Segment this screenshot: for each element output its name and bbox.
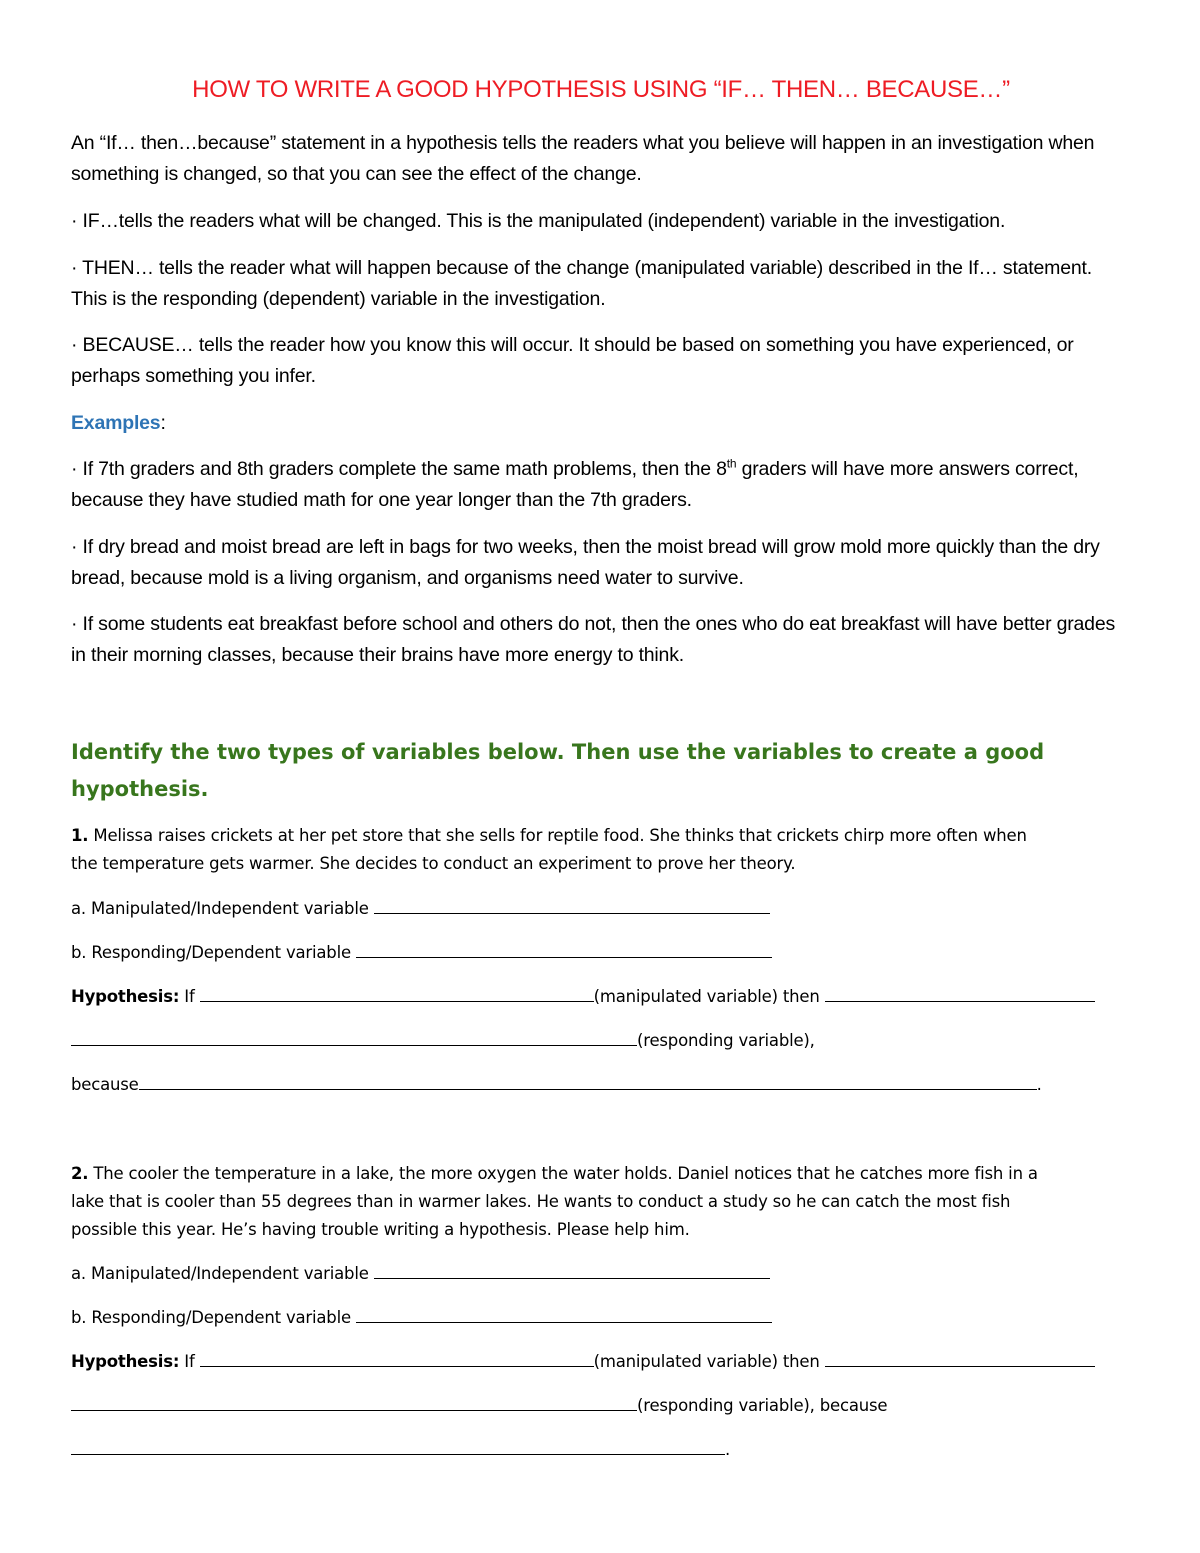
q1-responding-row [71, 939, 1131, 967]
example-2: · If dry bread and moist bread are left in bags for two weeks, then the moist bread will grow mold more quickly than the dry bread, because mold is a living organism, and organisms need water to survive. [71, 536, 1100, 589]
because-explanation: · BECAUSE… tells the reader how you know this will occur. It should be based on something you have experienced, or perhaps something you infer. [71, 334, 1074, 387]
q1-responding-paren: (responding variable), [637, 1031, 815, 1050]
question-1-line-2: the temperature gets warmer. She decides to conduct an experiment to prove her theory. [71, 854, 796, 873]
example-1 [71, 454, 1131, 516]
q1-if-blank[interactable] [200, 983, 594, 1002]
q2-then-blank[interactable] [825, 1348, 1095, 1367]
q1-manipulated-row [71, 895, 1131, 923]
q2-responding-line [71, 1392, 1131, 1420]
q2-period: . [725, 1440, 731, 1459]
q2-manipulated-blank[interactable] [374, 1260, 770, 1279]
intro-paragraph: An “If… then…because” statement in a hypothesis tells the readers what you believe will happen in an investigation when something is changed, so that you can see the effect of the change. [71, 132, 1095, 185]
example-1-part1: · If 7th graders and 8th graders complete the same math problems, then the 8 [71, 458, 727, 480]
example-1-part2: graders will have more answers correct, because they have studied math for one year longer than the 7th graders. [71, 458, 1079, 511]
q1-manipulated-label: a. Manipulated/Independent variable [71, 899, 374, 918]
q2-responding-label: b. Responding/Dependent variable [71, 1308, 356, 1327]
q2-responding-row [71, 1304, 1131, 1332]
q1-responding-label: b. Responding/Dependent variable [71, 943, 356, 962]
q1-responding-blank[interactable] [356, 939, 772, 958]
q2-if-blank[interactable] [200, 1348, 594, 1367]
q1-then-blank[interactable] [825, 983, 1095, 1002]
question-1-line-1 [71, 822, 1131, 850]
q1-hypothesis-row [71, 983, 1131, 1011]
example-1-superscript: th [726, 456, 737, 471]
examples-label: Examples [71, 412, 161, 434]
q2-responding-blank[interactable] [356, 1304, 772, 1323]
q1-responding-line [71, 1027, 1131, 1055]
question-2-line-3: possible this year. He’s having trouble writing a hypothesis. Please help him. [71, 1220, 690, 1239]
q2-manipulated-label: a. Manipulated/Independent variable [71, 1264, 374, 1283]
question-1-text-1: Melissa raises crickets at her pet store that she sells for reptile food. She thinks that crickets chirp more often when [88, 826, 1027, 845]
q1-manipulated-blank[interactable] [374, 895, 770, 914]
question-2-text-1: The cooler the temperature in a lake, the more oxygen the water holds. Daniel notices that he catches more fish in a [88, 1164, 1038, 1183]
example-3: · If some students eat breakfast before school and others do not, then the ones who do eat breakfast will have better grades in their morning classes, because their brains have more energy to think. [71, 613, 1116, 666]
examples-colon: : [160, 412, 166, 434]
q1-period: . [1036, 1075, 1042, 1094]
question-2-line-1 [71, 1160, 1131, 1188]
question-1-number: 1. [71, 826, 89, 845]
q2-because-blank[interactable] [71, 1436, 725, 1455]
q1-responding-result-blank[interactable] [71, 1027, 637, 1046]
q2-responding-paren: (responding variable), because [637, 1396, 888, 1415]
examples-heading [71, 408, 1131, 439]
q2-hypothesis-label: Hypothesis: [71, 1352, 180, 1371]
q2-responding-result-blank[interactable] [71, 1392, 637, 1411]
then-explanation: · THEN… tells the reader what will happen because of the change (manipulated variable) described in the If… statement. This is the responding (dependent) variable in the investigation. [71, 257, 1092, 310]
q2-because-line [71, 1436, 1131, 1464]
q2-if-word: If [179, 1352, 200, 1371]
exercise-heading: Identify the two types of variables below. Then use the variables to create a good hypothesis. [71, 740, 1045, 801]
q1-because-word: because [71, 1075, 139, 1094]
if-explanation: · IF…tells the readers what will be changed. This is the manipulated (independent) variable in the investigation. [71, 210, 1006, 232]
q1-hypothesis-label: Hypothesis: [71, 987, 180, 1006]
question-2-line-2: lake that is cooler than 55 degrees than in warmer lakes. He wants to conduct a study so he can catch the most fish [71, 1192, 1011, 1211]
q2-manipulated-row [71, 1260, 1131, 1288]
q1-if-word: If [179, 987, 200, 1006]
q1-manipulated-paren: (manipulated variable) then [593, 987, 825, 1006]
q1-because-line [71, 1071, 1131, 1099]
q2-hypothesis-row [71, 1348, 1131, 1376]
q1-because-blank[interactable] [139, 1071, 1037, 1090]
page-title: HOW TO WRITE A GOOD HYPOTHESIS USING “IF… THEN… BECAUSE…” [192, 76, 1010, 103]
q2-manipulated-paren: (manipulated variable) then [593, 1352, 825, 1371]
question-2-number: 2. [71, 1164, 89, 1183]
